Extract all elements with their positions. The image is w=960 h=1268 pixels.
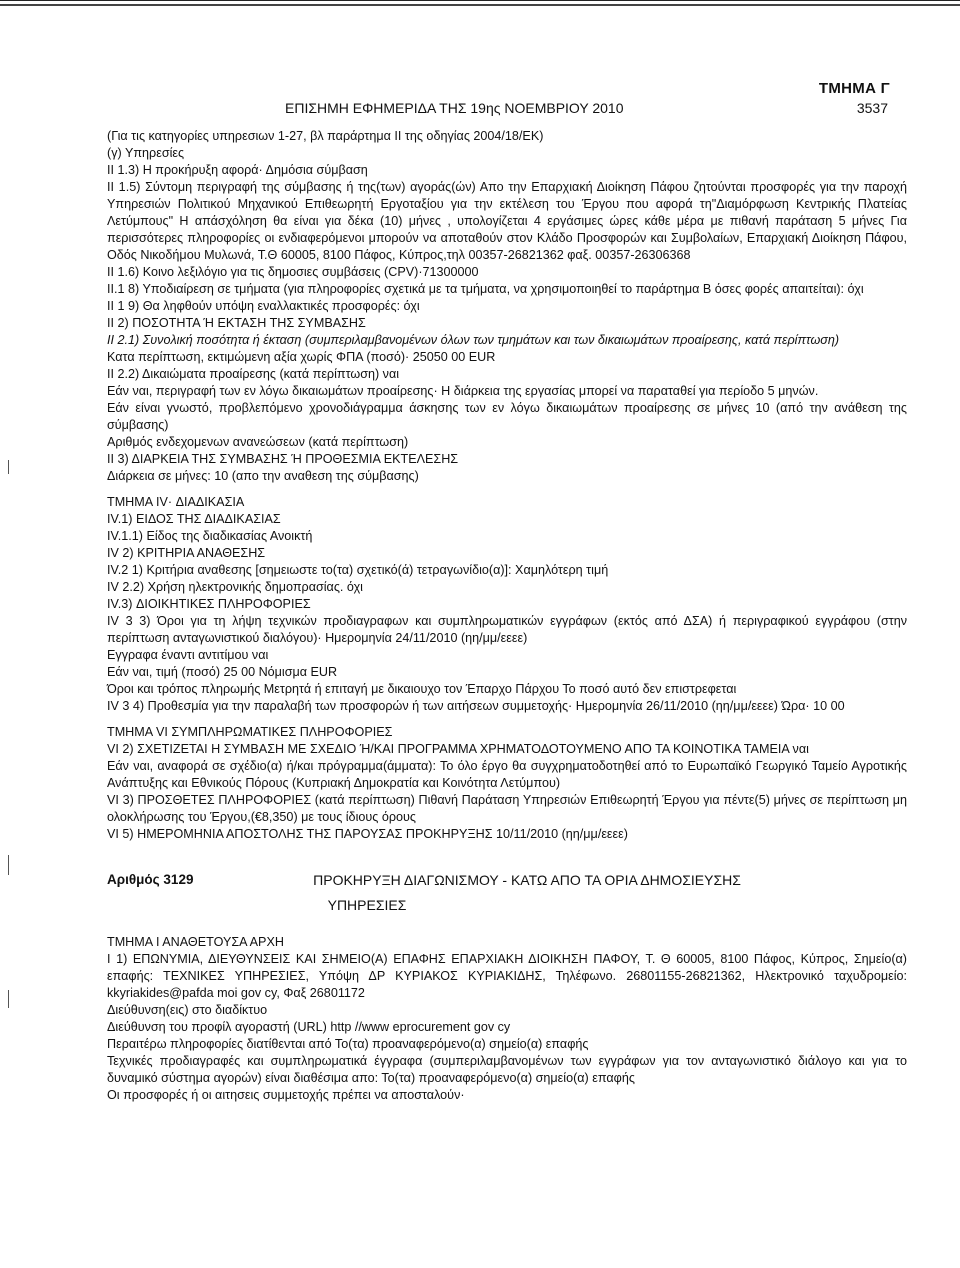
text-line: ΙΙ 1.6) Κοινο λεξιλόγιο για τις δημοσιες συμβάσεις (CPV)·71300000 bbox=[107, 265, 479, 279]
notice-subtitle: ΥΠΗΡΕΣΙΕΣ bbox=[327, 897, 407, 913]
paragraph-short-description: ΙΙ 1.5) Σύντομη περιγραφή της σύμβασης ή της(των) αγοράς(ών) Απο την Επαρχιακή Διοίκηση Πάφου ζητούνται προσφορές για την παροχή Υπηρεσιών Πολιτικού Μηχανικού Επιθεωρητή Εργοταξίου για την εκτέλεση του Έργου που αφορά τη"Διαμόρφωση Κεντρικής Πλατείας Λετύμπους" Η απάσχόληση θα είναι για δέκα (10) μήνες , υπολογίζεται 4 εργάσιμες ώρες κάθε μέρα με πιθανή παράταση 5 μήνες Για περισσότερες πληροφορίες οι ενδιαφερόμενοι μπορούν να αποταθούν στον Κλάδο Προσφορών και Συμβολαίων, Επαρχιακή Διοίκηση Πάφου, Οδός Νικοδήμου Μυλωνά, Τ.Θ 60005, 8100 Πάφος, Κύπρος,τηλ 00357-26821362 φαξ. 00357-26306368 bbox=[107, 180, 907, 262]
text-line: Αριθμός ενδεχομενων ανανεώσεων (κατά περίπτωση) bbox=[107, 435, 409, 449]
notice-title: ΠΡΟΚΗΡΥΞΗ ΔΙΑΓΩΝΙΣΜΟΥ - ΚΑΤΩ ΑΠΟ ΤΑ ΟΡΙΑ ΔΗΜΟΣΙΕΥΣΗΣ bbox=[313, 872, 741, 888]
paragraph-eu-funds-detail: Εάν ναι, αναφορά σε σχέδιο(α) ή/και πρόγραμμα(άμματα): Το όλο έργο θα συγχρηματοδοτηθεί από το Ευρωπαϊκό Γεωργικό Ταμείο Αγροτικής Ανάπτυξης και Εθνικούς Πόρους (Κυπριακή Δημοκρατία και Κοινότητα Λετύμπου) bbox=[107, 759, 907, 790]
running-head: ΕΠΙΣΗΜΗ ΕΦΗΜΕΡΙΔΑ ΤΗΣ 19ης ΝΟΕΜΒΡΙΟΥ 2010 bbox=[285, 100, 624, 116]
text-line: ΙΙ 1.3) Η προκήρυξη αφορά· Δημόσια σύμβαση bbox=[107, 163, 368, 177]
notice-number: Αριθμός 3129 bbox=[107, 872, 194, 887]
section-heading: VΙ 5) ΗΜΕΡΟΜΗΝΙΑ ΑΠΟΣΤΟΛΗΣ ΤΗΣ ΠΑΡΟΥΣΑΣ ΠΡΟΚΗΡΥΞΗΣ 10/11/2010 (ηη/μμ/εεεε) bbox=[107, 827, 628, 841]
text-line: ΙΙ 2.2) Δικαιώματα προαίρεσης (κατά περίπτωση) ναι bbox=[107, 367, 400, 381]
text-line: Διεύθυνση του προφίλ αγοραστή (URL) http //www eprocurement gov cy bbox=[107, 1020, 511, 1034]
section-heading: ΙΙ 2) ΠΟΣΟΤΗΤΑ Ή ΕΚΤΑΣΗ ΤΗΣ ΣΥΜΒΑΣΗΣ bbox=[107, 316, 366, 330]
section-heading: ΙΙ 3) ΔΙΑΡΚΕΙΑ ΤΗΣ ΣΥΜΒΑΣΗΣ Ή ΠΡΟΘΕΣΜΙΑ ΕΚΤΕΛΕΣΗΣ bbox=[107, 452, 459, 466]
text-line: Εάν ναι, τιμή (ποσό) 25 00 Νόμισμα EUR bbox=[107, 665, 338, 679]
document-body bbox=[107, 128, 907, 1104]
margin-mark bbox=[8, 990, 9, 1008]
text-line: Όροι και τρόπος πληρωμής Μετρητά ή επιταγή με δικαιουχο τον Έπαρχο Πάρχου Το ποσό αυτό δεν επιστρεφεται bbox=[107, 682, 737, 696]
section-heading: ΤΜΗΜΑ Ι ΑΝΑΘΕΤΟΥΣΑ ΑΡΧΗ bbox=[107, 935, 284, 949]
margin-mark bbox=[8, 855, 9, 875]
text-line: Διάρκεια σε μήνες: 10 (απο την αναθεση της σύμβασης) bbox=[107, 469, 419, 483]
text-line: ΙV.2 1) Κριτήρια αναθεσης [σημειωστε το(τα) σχετικό(ά) τετραγωνίδιο(α)]: Χαμηλότερη τιμή bbox=[107, 563, 609, 577]
page-number: 3537 bbox=[856, 100, 888, 116]
text-line: ΙV.1.1) Είδος της διαδικασίας Ανοικτή bbox=[107, 529, 313, 543]
paragraph-lots: ΙΙ.1 8) Υποδιαίρεση σε τμήματα (για πληροφορίες σχετικά με τα τμήματα, να χρησιμοποιηθεί το παράρτημα Β όσες φορές απαιτείται): όχι bbox=[107, 282, 864, 296]
text-line: (γ) Υπηρεσίες bbox=[107, 146, 185, 160]
section-heading: ΤΜΗΜΑ ΙV· ΔΙΑΔΙΚΑΣΙΑ bbox=[107, 495, 245, 509]
text-line: Περαιτέρω πληροφορίες διατίθενται από Το(τα) προαναφερόμενο(α) σημείο(α) επαφής bbox=[107, 1037, 589, 1051]
margin-mark bbox=[8, 460, 9, 474]
paragraph-documents: ΙV 3 3) Όροι για τη λήψη τεχνικών προδιαγραφων και συμπληρωματικών εγγράφων (εκτός από ΔΣΑ) ή περιγραφικού εγγράφου (στην περίπτωση ανταγωνιστικού διαλόγου)· Ημερομηνία 24/11/2010 (ηη/μμ/εεεε) bbox=[107, 614, 907, 645]
text-line: Εγγραφα έναντι αντιτίμου ναι bbox=[107, 648, 269, 662]
paragraph-additional-info: VΙ 3) ΠΡΟΣΘΕΤΕΣ ΠΛΗΡΟΦΟΡΙΕΣ (κατά περίπτωση) Πιθανή Παράταση Υπηρεσιών Επιθεωρητή Έργου για πέντε(5) μήνες σε περίπτωση μη ολοκλήρωσης του Έργου,(€8,350) με τους ίδιους όρους bbox=[107, 793, 907, 824]
text-line: ΙΙ 1 9) Θα ληφθούν υπόψη εναλλακτικές προσφορές: όχι bbox=[107, 299, 420, 313]
paragraph-contracting-authority: Ι 1) ΕΠΩΝΥΜΙΑ, ΔΙΕΥΘΥΝΣΕΙΣ ΚΑΙ ΣΗΜΕΙΟ(Α) ΕΠΑΦΗΣ ΕΠΑΡΧΙΑΚΗ ΔΙΟΙΚΗΣΗ ΠΑΦΟΥ, Τ. Θ 60005, 8100 Πάφος, Κύπρος, Σημείο(α) επαφής: ΤΕΧΝΙΚΕΣ ΥΠΗΡΕΣΙΕΣ, Υπόψη ΔΡ ΚΥΡΙΑΚΟΣ ΚΥΡΙΑΚΙΔΗΣ, Τηλέφωνο. 26801155-26821362, Ηλεκτρονικό ταχυδρομείο: kkyriakides@pafda moi gov cy, Φαξ 26801172 bbox=[107, 952, 907, 1000]
section-heading: ΙV 2) ΚΡΙΤΗΡΙΑ ΑΝΑΘΕΣΗΣ bbox=[107, 546, 266, 560]
section-heading: ΙV.1) ΕΙΔΟΣ ΤΗΣ ΔΙΑΔΙΚΑΣΙΑΣ bbox=[107, 512, 281, 526]
paragraph-total-quantity: ΙΙ 2.1) Συνολική ποσότητα ή έκταση (συμπεριλαμβανομένων όλων των τμημάτων και των δικαιωμάτων προαίρεσης, κατά περίπτωση) bbox=[107, 333, 840, 347]
section-tag: ΤΜΗΜΑ Γ bbox=[818, 80, 890, 97]
text-line: (Για τις κατηγορίες υπηρεσιων 1-27, βλ παράρτημα ΙΙ της οδηγίας 2004/18/ΕΚ) bbox=[107, 129, 544, 143]
text-line: Κατα περίπτωση, εκτιμώμενη αξία χωρίς ΦΠΑ (ποσό)· 25050 00 EUR bbox=[107, 350, 496, 364]
section-heading: ΤΜΗΜΑ VΙ ΣΥΜΠΛΗΡΩΜΑΤΙΚΕΣ ΠΛΗΡΟΦΟΡΙΕΣ bbox=[107, 725, 393, 739]
paragraph-options: Εάν ναι, περιγραφή των εν λόγω δικαιωμάτων προαίρεσης· Η διάρκεια της εργασίας μπορεί να παραταθεί για περίοδο 5 μηνών. bbox=[107, 384, 819, 398]
section-heading: ΙV.3) ΔΙΟΙΚΗΤΙΚΕΣ ΠΛΗΡΟΦΟΡΙΕΣ bbox=[107, 597, 311, 611]
notice-header bbox=[107, 863, 907, 897]
paragraph-technical-specs: Τεχνικές προδιαγραφές και συμπληρωματικά έγγραφα (συμπεριλαμβανομένων των εγγράφων για τον ανταγωνιστικό διάλογο και για το δυναμικό σύστημα αγορών) είναι διαθέσιμα απο: Το(τα) προαναφερόμενο(α) σημείο(α) επαφής bbox=[107, 1054, 907, 1085]
paragraph-eu-funds: VΙ 2) ΣΧΕΤΙΖΕΤΑΙ Η ΣΥΜΒΑΣΗ ΜΕ ΣΧΕΔΙΟ Ή/ΚΑΙ ΠΡΟΓΡΑΜΜΑ ΧΡΗΜΑΤΟΔΟΤΟΥΜΕΝΟ ΑΠΟ ΤΑ ΚΟΙΝΟΤΙΚΑ ΤΑΜΕΙΑ ναι bbox=[107, 742, 809, 756]
paragraph-deadline: ΙV 3 4) Προθεσμία για την παραλαβή των προσφορών ή των αιτήσεων συμμετοχής· Ημερομηνία 26/11/2010 (ηη/μμ/εεεε) Ώρα· 10 00 bbox=[107, 699, 845, 713]
text-line: Οι προσφορές ή οι αιτησεις συμμετοχής πρέπει να αποσταλούν· bbox=[107, 1088, 465, 1102]
page-header bbox=[0, 0, 960, 120]
text-line: ΙV 2.2) Χρήση ηλεκτρονικής δημοπρασίας. όχι bbox=[107, 580, 363, 594]
text-line: Διεύθυνση(εις) στο διαδίκτυο bbox=[107, 1003, 268, 1017]
paragraph-options-schedule: Εάν είναι γνωστό, προβλεπόμενο χρονοδιάγραμμα άσκησης των εν λόγω δικαιωμάτων προαίρεσης σε μήνες 10 (από την ανάθεση της σύμβασης) bbox=[107, 401, 907, 432]
